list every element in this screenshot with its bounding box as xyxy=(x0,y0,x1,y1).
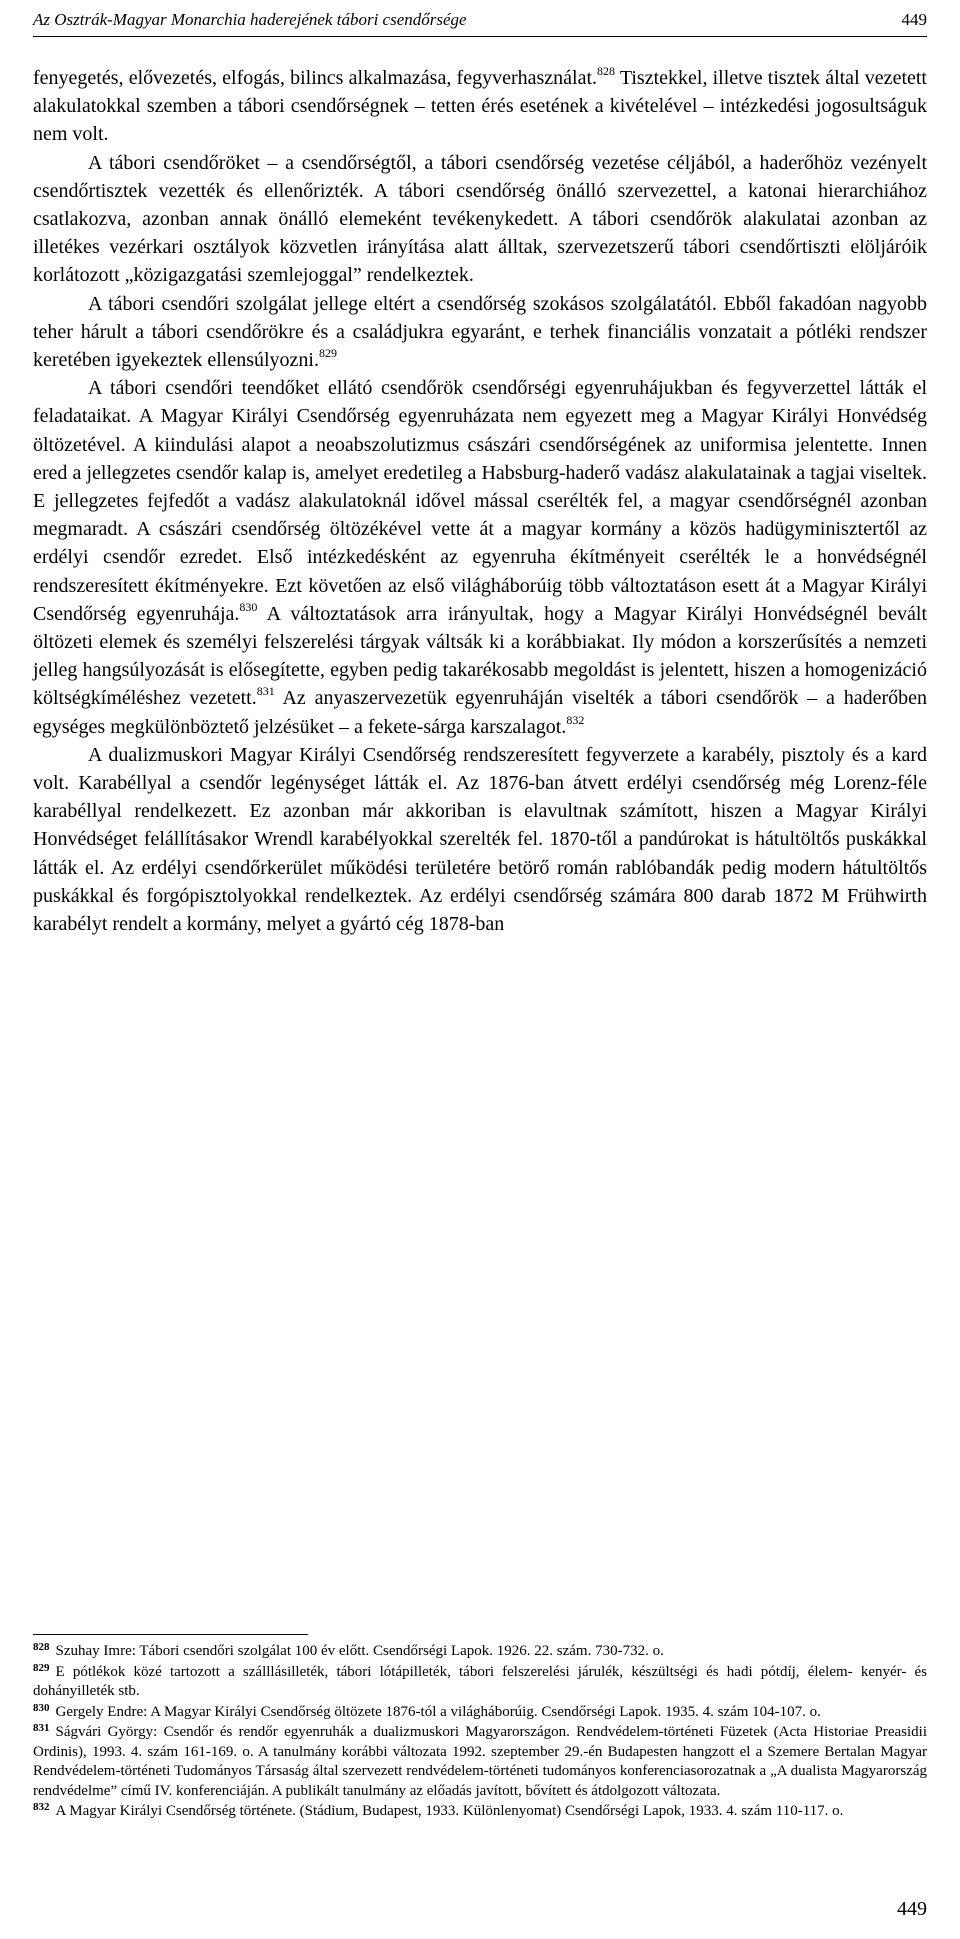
footnote-text: A Magyar Királyi Csendőrség története. (Stádium, Budapest, 1933. Különlenyomat) Csendőrségi Lapok, 1933. 4. szám 110-117. o. xyxy=(55,1803,844,1819)
text-segment: Tisztekkel, illetve tisztek által vezetett alakulatokkal szemben a tábori csendőrségnek – tetten érés esetének a kivételével – intézkedési jogosultságuk nem volt. xyxy=(33,67,927,146)
footnote-text: E pótlékok közé tartozott a szálllásilleték, tábori lótápilleték, tábori felszerelési járulék, készültségi és hadi pótdíj, élelem- kenyér- és dohányilleték stb. xyxy=(33,1663,927,1699)
footnote-number: 831 xyxy=(33,1722,50,1734)
text-segment: A tábori csendőröket – a csendőrségtől, a tábori csendőrség vezetése céljából, a haderőhöz vezényelt csendőrtisztek vezették és ellenőrizték. A tábori csendőrség önálló szervezettel, a katonai hierarchiához csatlakozva, azonban annak önálló elemeként tevékenykedett. A tábori csendőrök alakulatai azonban az illetékes vezérkari osztályok közvetlen irányítása alatt álltak, szervezetszerű tábori csendőrtiszti elöljáróik korlátozott „közigazgatási szemlejoggal” rendelkeztek. xyxy=(33,151,927,287)
footnote-number: 828 xyxy=(33,1641,50,1653)
footnote xyxy=(33,1642,927,1662)
footnote-number: 830 xyxy=(33,1701,50,1714)
footer-page-number: 449 xyxy=(897,1898,927,1920)
footnote-text: Ságvári György: Csendőr és rendőr egyenruhák a dualizmuskori Magyarországon. Rendvédelem-történeti Füzetek (Acta Historiae Preasidii Ordinis), 1993. 4. szám 161-169. o. A tanulmány korábbi változata 1992. szeptember 29.-én Budapesten hangzott el a Szemere Bertalan Magyar Rendvédelem-történeti Tudományos Társaság által szervezett rendvédelem-történeti tudományos konferenciasorozatnak a „A dualista Magyarország rendvédelme” című IV. konferenciáján. A publikált tanulmány az előadás javított, bővített és átdolgozott változata. xyxy=(33,1724,927,1799)
text-segment: A tábori csendőri teendőket ellátó csendőrök csendőrségi egyenruhájukban és fegyverzettel látták el feladataikat. A Magyar Királyi Csendőrség egyenruházata nem egyezett meg a Magyar Királyi Honvédség öltözetével. A kiindulási alapot a neoabszolutizmus császári csendőrségének az uniformisa jelentette. Innen ered a jellegzetes csendőr kalap is, amelyet eredetileg a Habsburg-haderő vadász alakulatainak a tagjai viseltek. E jellegzetes fejfedőt a vadász alakulatoknál idővel mással cserélték fel, a magyar csendőrségnél azonban megmaradt. A császári csendőrség öltözékével vette át a magyar kormány a közös hadügyminisztertől az erdélyi csendőr ezredet. Első intézkedésként az egyenruha ékítményeit cserélték le a honvédségnél rendszeresített ékítményekre. Ezt követően az első világháborúig több változtatáson esett át a Magyar Királyi Csendőrség egyenruhája. xyxy=(33,377,927,625)
footnote-text: Gergely Endre: A Magyar Királyi Csendőrség öltözete 1876-tól a világháborúig. Csendőrségi Lapok. 1935. 4. szám 104-107. o. xyxy=(55,1703,821,1720)
footnote xyxy=(33,1802,927,1822)
paragraph xyxy=(33,290,927,375)
footnote-divider xyxy=(33,1634,308,1635)
paragraph xyxy=(33,149,927,290)
footnote-text: Szuhay Imre: Tábori csendőri szolgálat 100 év előtt. Csendőrségi Lapok. 1926. 22. szám. 730-732. o. xyxy=(55,1643,664,1659)
main-text xyxy=(33,64,927,938)
text-segment: fenyegetés, elővezetés, elfogás, bilincs alkalmazása, fegyverhasználat. xyxy=(33,67,598,89)
footnote-ref[interactable]: 831 xyxy=(256,684,275,699)
paragraph xyxy=(33,374,927,741)
header-page-number: 449 xyxy=(901,10,927,29)
paragraph xyxy=(33,741,927,938)
paragraph xyxy=(33,64,927,149)
footnote-ref[interactable]: 829 xyxy=(319,346,337,361)
footnotes xyxy=(33,1642,927,1823)
footnote xyxy=(33,1663,927,1702)
text-segment: A változtatások arra irányultak, hogy a Magyar Királyi Honvédségnél bevált öltözeti elemek és személyi felszerelési tárgyak váltsák ki a korábbiakat. Ily módon a korszerűsítés a nemzeti jelleg hangsúlyozását is elősegítette, egyben pedig takarékosabb megoldást is jelentett, hiszen a homogenizáció költségkíméléshez vezetett. xyxy=(33,602,928,710)
text-segment: Az anyaszervezetük egyenruháján viselték a tábori csendőrök – a haderőben egységes megkülönböztető jelzésüket – a fekete-sárga karszalagot. xyxy=(33,687,927,738)
footnote xyxy=(33,1703,927,1723)
footnote-number: 832 xyxy=(33,1801,50,1813)
footnote xyxy=(33,1723,927,1801)
running-title: Az Osztrák-Magyar Monarchia haderejének tábori csendőrsége xyxy=(33,10,467,29)
footnote-ref[interactable]: 830 xyxy=(239,599,258,614)
footnote-ref[interactable]: 828 xyxy=(597,64,616,78)
footnote-ref[interactable]: 832 xyxy=(566,712,585,727)
footnote-number: 829 xyxy=(33,1661,50,1674)
text-segment: A tábori csendőri szolgálat jellege eltért a csendőrség szokásos szolgálatától. Ebből fakadóan nagyobb teher hárult a tábori csendőrökre és a családjukra egyaránt, e terhek financiális vonzatait a pótléki rendszer keretében igyekeztek ellensúlyozni. xyxy=(33,292,927,372)
running-header xyxy=(33,0,927,37)
text-segment: A dualizmuskori Magyar Királyi Csendőrség rendszeresített fegyverzete a karabély, pisztoly és a kard volt. Karabéllyal a csendőr legénységet látták el. Az 1876-ban átvett erdélyi csendőrség még Lorenz-féle karabéllyal rendelkezett. Ez azonban már akkoriban is elavultnak számított, hiszen a Magyar Királyi Honvédséget felállításakor Wrendl karabélyokkal szerelték fel. 1870-től a pandúrokat is hátultöltős puskákkal látták el. Az erdélyi csendőrkerület működési területére betörő román rablóbandák pedig modern hátultöltős puskákkal és forgópisztolyokkal rendelkeztek. Az erdélyi csendőrség számára 800 darab 1872 M Frühwirth karabélyt rendelt a kormány, melyet a gyártó cég 1878-ban xyxy=(33,743,927,936)
